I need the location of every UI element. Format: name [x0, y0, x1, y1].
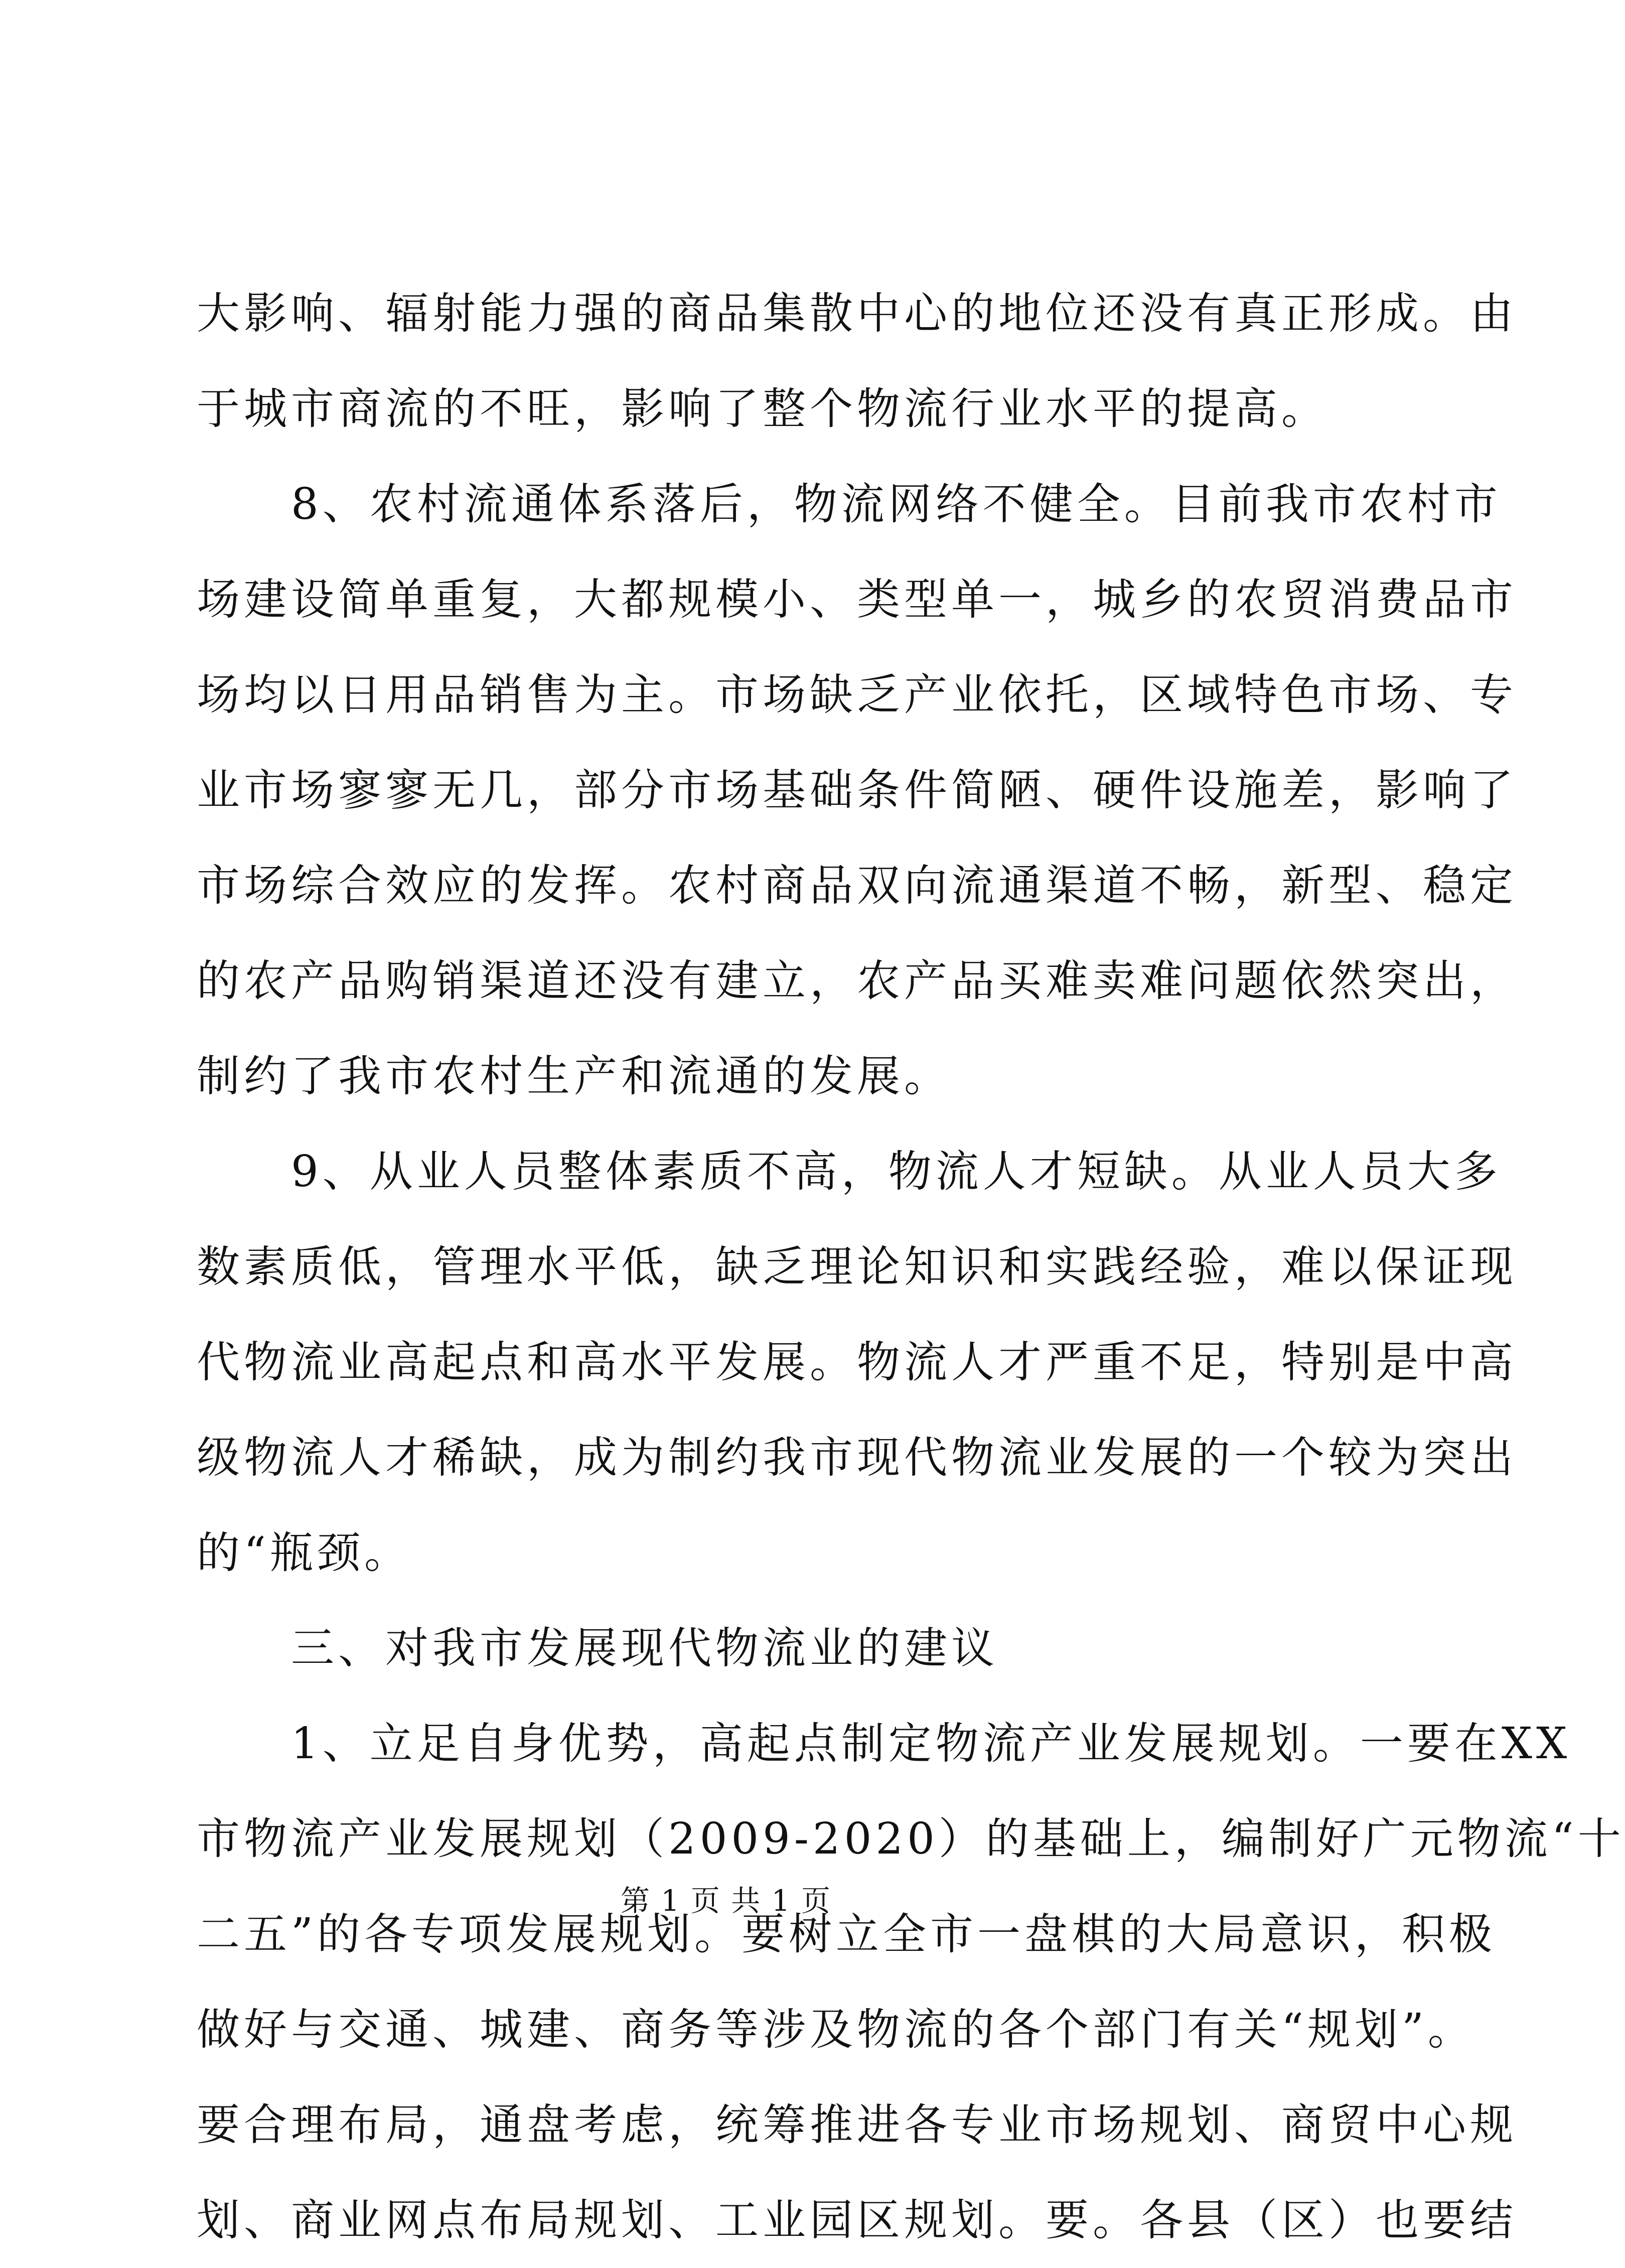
text-line: 市场综合效应的发挥。农村商品双向流通渠道不畅，新型、稳定 — [197, 861, 1517, 911]
text-line: 制约了我市农村生产和流通的发展。 — [197, 1051, 951, 1101]
text-line: 代物流业高起点和高水平发展。物流人才严重不足，特别是中高 — [197, 1337, 1517, 1387]
text-line: 二五”的各专项发展规划。要树立全市一盘棋的大局意识，积极 — [197, 1909, 1496, 1959]
text-line: 大影响、辐射能力强的商品集散中心的地位还没有真正形成。由 — [197, 289, 1517, 339]
text-line: 划、商业网点布局规划、工业园区规划。要。各县（区）也要结 — [197, 2195, 1517, 2245]
text-line: 业市场寥寥无几，部分市场基础条件简陋、硬件设施差，影响了 — [197, 765, 1517, 815]
page-number-label: 第 1 页 共 1 页 — [621, 1884, 831, 1918]
text-line: 做好与交通、城建、商务等涉及物流的各个部门有关“规划”。 — [197, 2005, 1475, 2055]
section-heading: 三、对我市发展现代物流业的建议 — [197, 1623, 998, 1673]
page-footer — [0, 1881, 1452, 1921]
text-line: 级物流人才稀缺，成为制约我市现代物流业发展的一个较为突出 — [197, 1433, 1517, 1483]
text-line: 9、从业人员整体素质不高，物流人才短缺。从业人员大多 — [197, 1147, 1502, 1197]
text-line: 场建设简单重复，大都规模小、类型单一，城乡的农贸消费品市 — [197, 575, 1517, 625]
text-line: 1、立足自身优势，高起点制定物流产业发展规划。一要在XX — [197, 1719, 1571, 1769]
text-line: 的农产品购销渠道还没有建立，农产品买难卖难问题依然突出， — [197, 956, 1517, 1006]
document-body — [197, 266, 1625, 2268]
text-line: 8、农村流通体系落后，物流网络不健全。目前我市农村市 — [197, 479, 1502, 529]
text-line: 的“瓶颈。 — [197, 1528, 411, 1578]
text-line: 于城市商流的不旺，影响了整个物流行业水平的提高。 — [197, 384, 1328, 434]
text-line: 要合理布局，通盘考虑，统筹推进各专业市场规划、商贸中心规 — [197, 2100, 1517, 2150]
text-line: 市物流产业发展规划（2009-2020）的基础上，编制好广元物流“十 — [197, 1814, 1625, 1864]
text-line: 数素质低，管理水平低，缺乏理论知识和实践经验，难以保证现 — [197, 1242, 1517, 1292]
text-line: 场均以日用品销售为主。市场缺乏产业依托，区域特色市场、专 — [197, 670, 1517, 720]
